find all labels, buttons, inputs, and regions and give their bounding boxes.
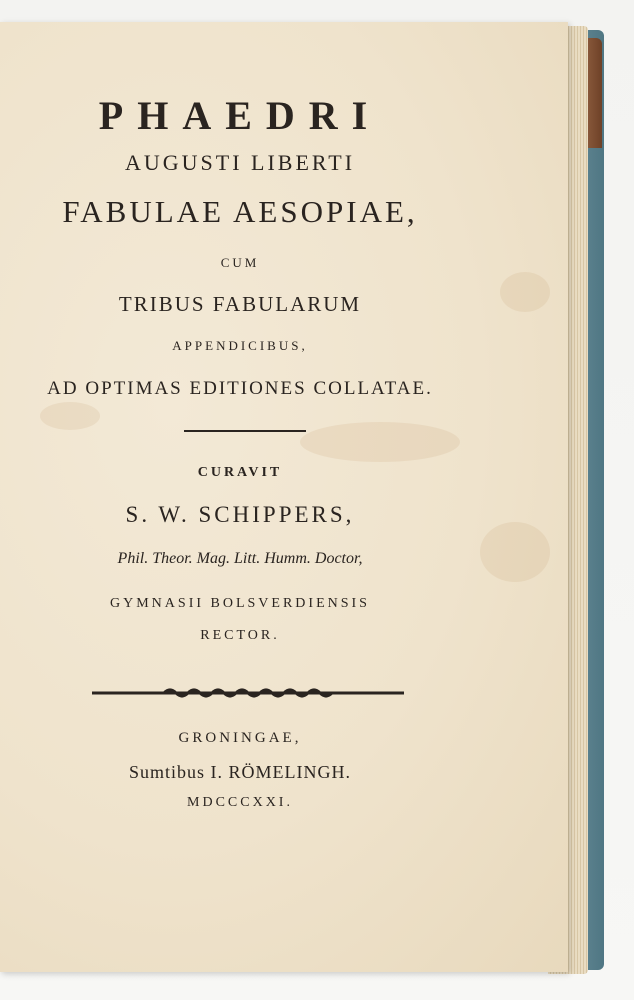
year-line: MDCCCXXI.: [187, 795, 293, 810]
appendicibus-line: APPENDICIBUS,: [172, 338, 308, 353]
author-name: PHAEDRI: [98, 93, 382, 138]
foxing-stain: [480, 522, 550, 582]
curavit-line: CURAVIT: [197, 465, 283, 480]
divider-rule: [184, 430, 306, 432]
book-title: FABULAE AESOPIAE,: [62, 194, 418, 229]
cover-edge: [586, 38, 602, 148]
editiones-line: AD OPTIMAS EDITIONES COLLATAE.: [47, 378, 433, 399]
foxing-stain: [300, 422, 460, 462]
tribus-line: TRIBUS FABULARUM: [118, 292, 362, 316]
publisher-line: Sumtibus I. RÖMELINGH.: [128, 762, 351, 782]
foxing-stain: [40, 402, 100, 430]
school-line: GYMNASII BOLSVERDIENSIS: [110, 596, 370, 611]
rector-line: RECTOR.: [200, 628, 280, 643]
editor-degree: Phil. Theor. Mag. Litt. Humm. Doctor,: [117, 550, 363, 567]
author-subtitle: AUGUSTI LIBERTI: [124, 150, 356, 175]
title-page: [0, 22, 568, 972]
foxing-stain: [500, 272, 550, 312]
place-line: GRONINGAE,: [178, 730, 302, 746]
editor-name: S. W. SCHIPPERS,: [125, 502, 355, 527]
cum-line: CUM: [220, 255, 260, 270]
ornamental-rule: [92, 686, 404, 700]
